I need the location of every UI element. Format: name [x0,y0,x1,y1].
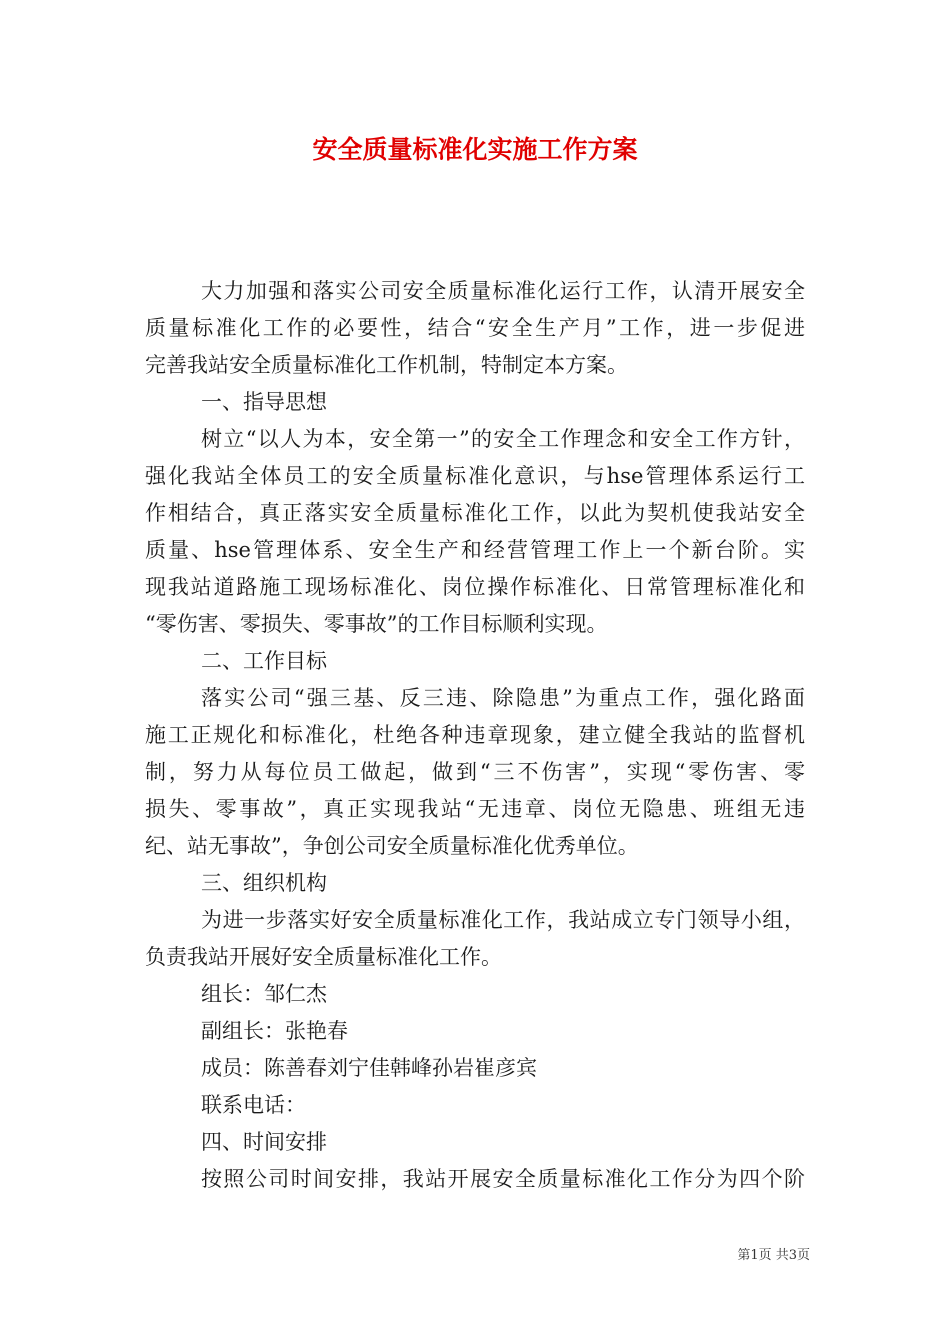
section-heading: 三、组织机构 [201,871,327,895]
text-line: 负责我站开展好安全质量标准化工作。 [145,945,502,969]
text-line: 树立“以人为本，安全第一”的安全工作理念和安全工作方针， [201,427,805,451]
text-line: “零伤害、零损失、零事故”的工作目标顺利实现。 [145,612,608,636]
text-line: 落实公司“强三基、反三违、除隐患”为重点工作，强化路面 [201,686,805,710]
text-line: 施工正规化和标准化，杜绝各种违章现象，建立健全我站的监督机 [145,723,805,747]
text-line: 按照公司时间安排，我站开展安全质量标准化工作分为四个阶 [201,1167,805,1191]
text-line: 制，努力从每位员工做起，做到“三不伤害”，实现“零伤害、零 [145,760,805,784]
text-line: 组长：邹仁杰 [201,982,327,1006]
text-line: 成员：陈善春刘宁佳韩峰孙岩崔彦宾 [201,1056,537,1080]
page-number: 第1页 共3页 [737,1248,810,1263]
text-line: 质量标准化工作的必要性，结合“安全生产月”工作，进一步促进 [145,316,805,340]
text-line: 完善我站安全质量标准化工作机制，特制定本方案。 [145,353,628,377]
text-line: 现我站道路施工现场标准化、岗位操作标准化、日常管理标准化和 [145,575,805,599]
text-line: 作相结合，真正落实安全质量标准化工作，以此为契机使我站安全 [145,501,805,525]
section-heading: 一、指导思想 [201,390,327,414]
document-body [145,273,805,1198]
text-line: 损失、零事故”，真正实现我站“无违章、岗位无隐患、班组无违 [145,797,805,821]
text-line: 质量、hse管理体系、安全生产和经营管理工作上一个新台阶。实 [145,538,805,562]
section-heading: 二、工作目标 [201,649,327,673]
text-line: 联系电话： [201,1093,306,1117]
text-line: 大力加强和落实公司安全质量标准化运行工作，认清开展安全 [201,279,805,303]
text-line: 纪、站无事故”，争创公司安全质量标准化优秀单位。 [145,834,639,858]
section-heading: 四、时间安排 [201,1130,327,1154]
page-title: 安全质量标准化实施工作方案 [312,135,638,164]
text-line: 强化我站全体员工的安全质量标准化意识，与hse管理体系运行工 [145,464,805,488]
text-line: 副组长：张艳春 [201,1019,348,1043]
text-line: 为进一步落实好安全质量标准化工作，我站成立专门领导小组， [201,908,805,932]
